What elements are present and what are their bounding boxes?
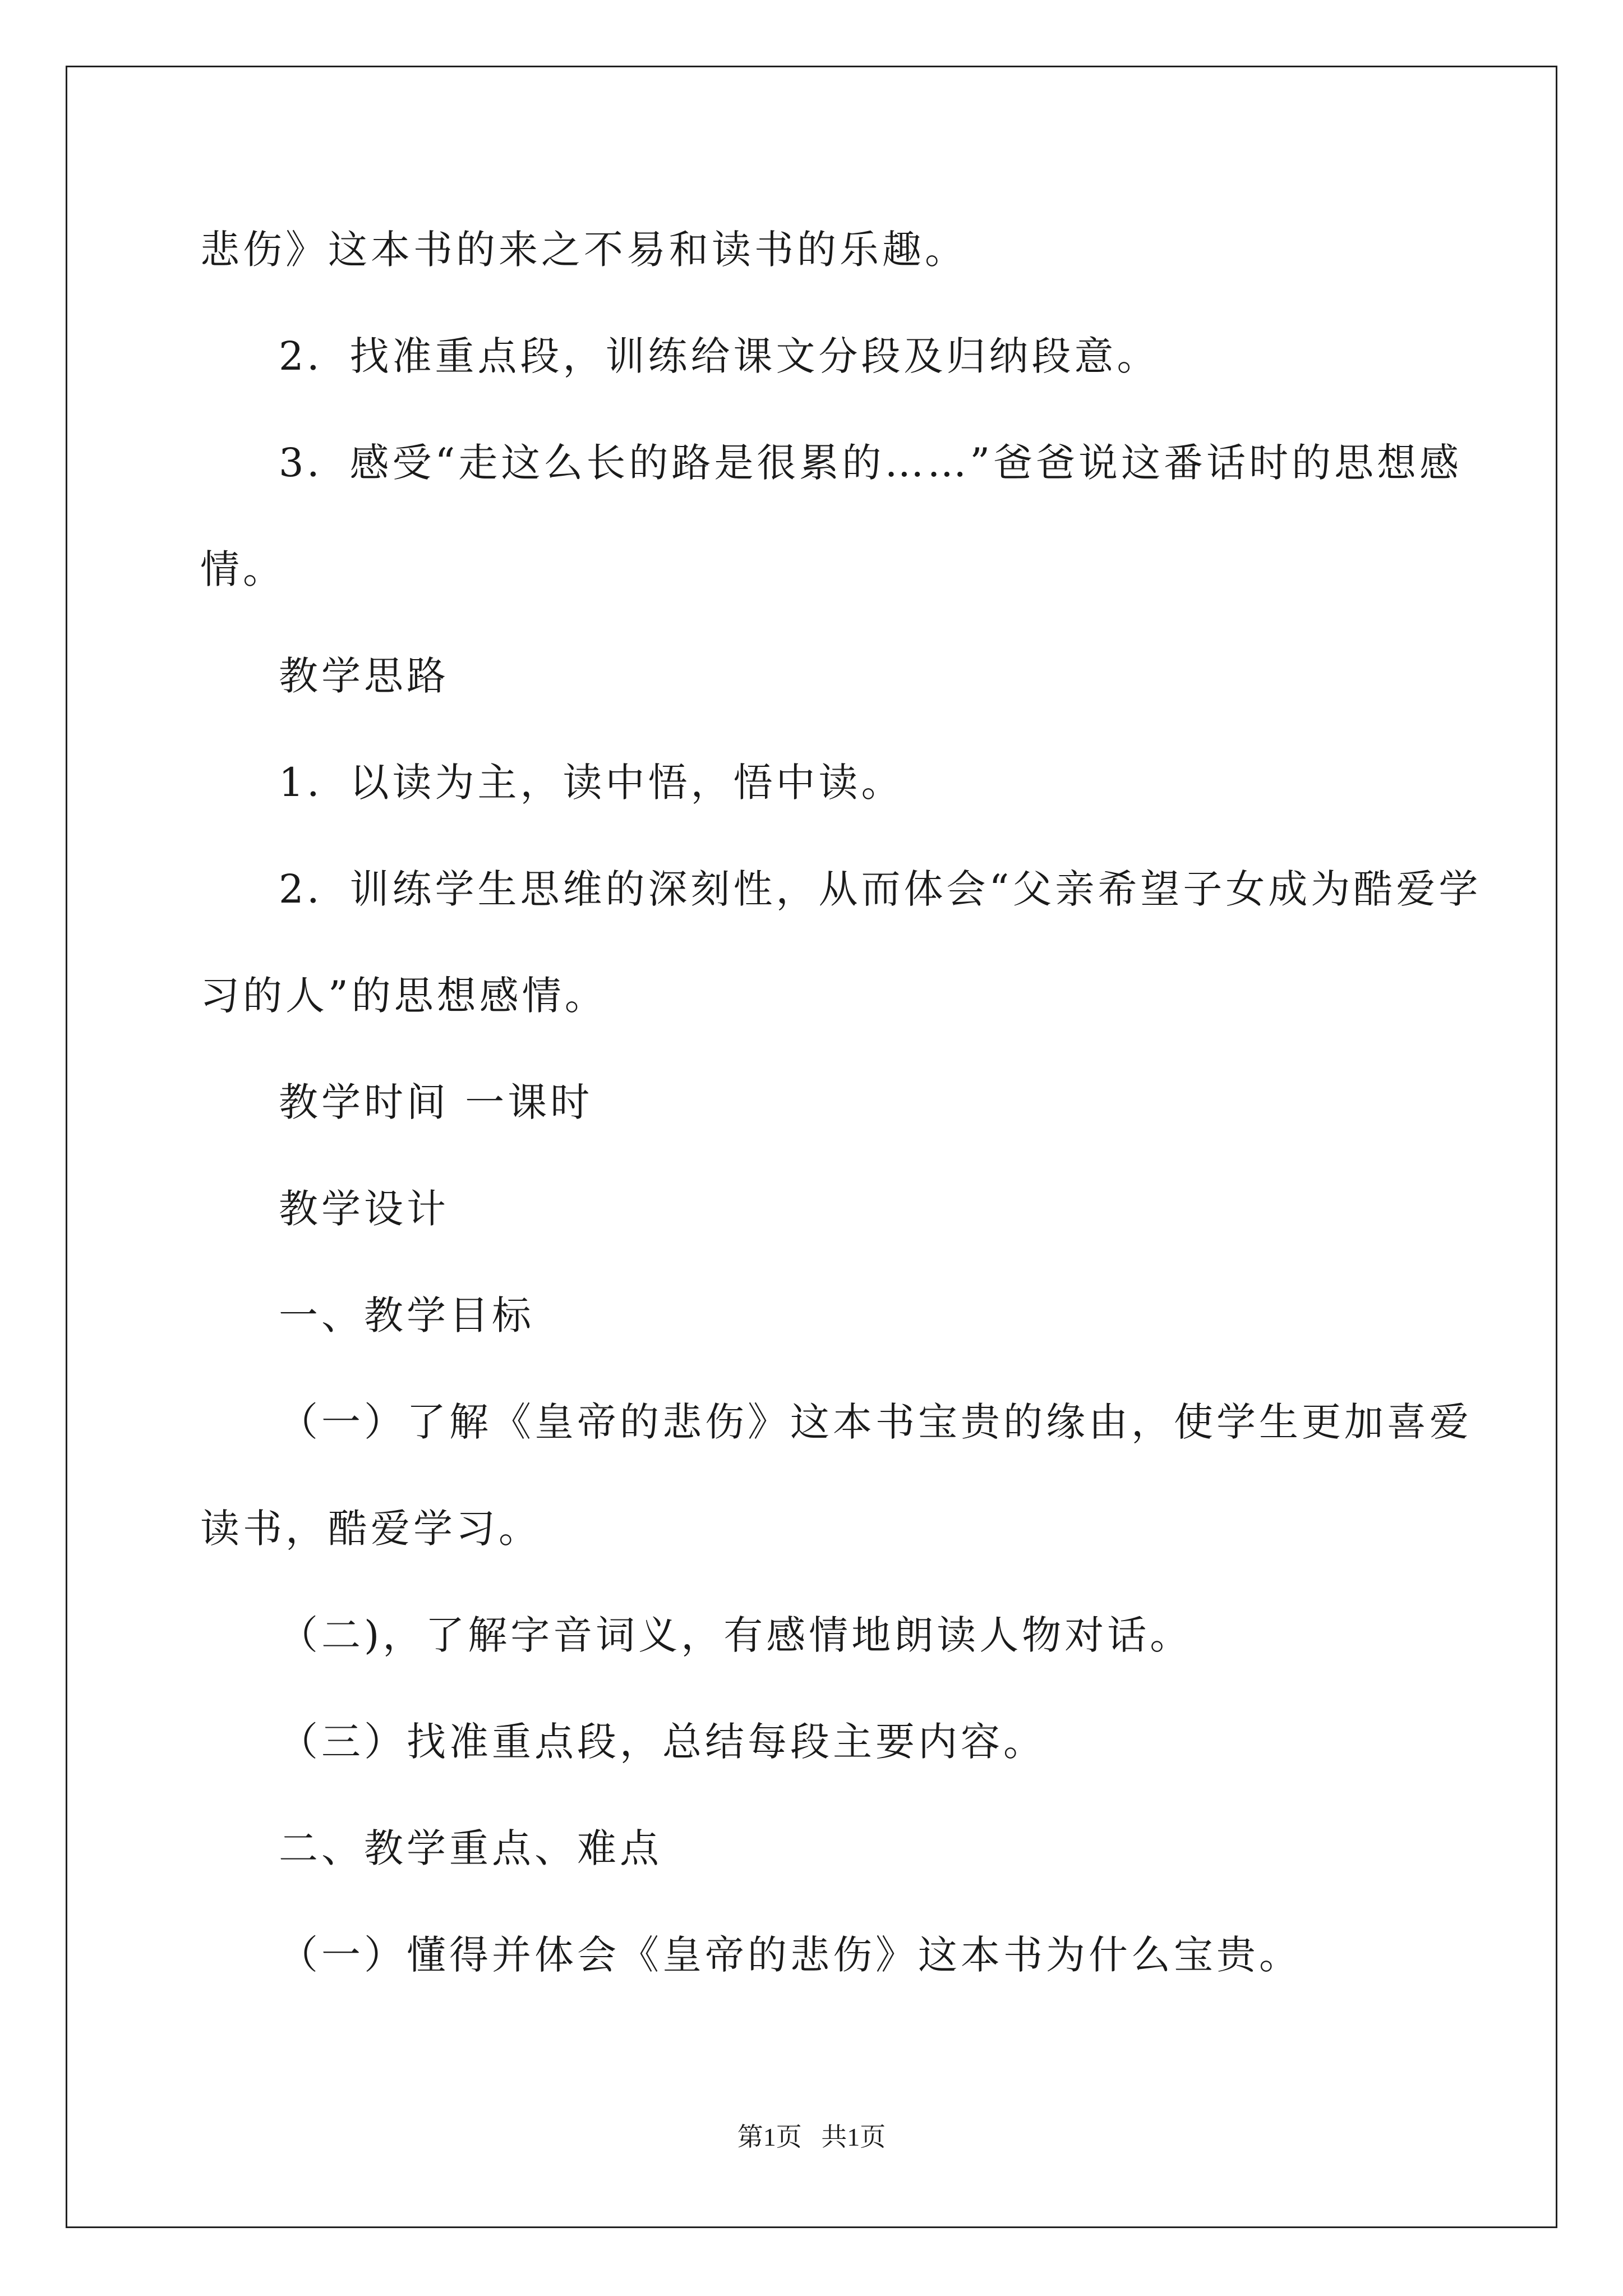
page-footer: 第1页 共1页	[737, 2123, 886, 2151]
text-line-14: （二)，了解字音词义，有感情地朗读人物对话。	[279, 1612, 1193, 1658]
text-line-3: 3．感受“走这么长的路是很累的……”爸爸说这番话时的思想感	[279, 440, 1463, 486]
section-heading-key-points: 二、教学重点、难点	[279, 1825, 662, 1871]
section-heading-teaching-goals: 一、教学目标	[279, 1292, 534, 1338]
section-heading-teaching-design: 教学设计	[279, 1186, 449, 1232]
text-line-17: （一）懂得并体会《皇帝的悲伤》这本书为什么宝贵。	[279, 1932, 1302, 1978]
text-line-6: 1．以读为主，读中悟，悟中读。	[279, 760, 904, 806]
text-line-4: 情。	[200, 546, 285, 592]
text-line-8: 习的人”的思想感情。	[200, 973, 607, 1019]
text-line-2: 2．找准重点段，训练给课文分段及归纳段意。	[279, 333, 1160, 379]
text-line-15: （三）找准重点段，总结每段主要内容。	[279, 1719, 1046, 1765]
text-line-12: （一）了解《皇帝的悲伤》这本书宝贵的缘由，使学生更加喜爱	[279, 1399, 1472, 1445]
teaching-time: 教学时间 一课时	[279, 1079, 593, 1125]
text-line-13: 读书，酷爱学习。	[200, 1506, 541, 1552]
text-line-7: 2．训练学生思维的深刻性，从而体会“父亲希望子女成为酷爱学	[279, 866, 1482, 912]
section-heading-teaching-approach: 教学思路	[279, 653, 449, 699]
page-border	[66, 66, 1557, 2228]
text-line-1: 悲伤》这本书的来之不易和读书的乐趣。	[200, 227, 967, 273]
